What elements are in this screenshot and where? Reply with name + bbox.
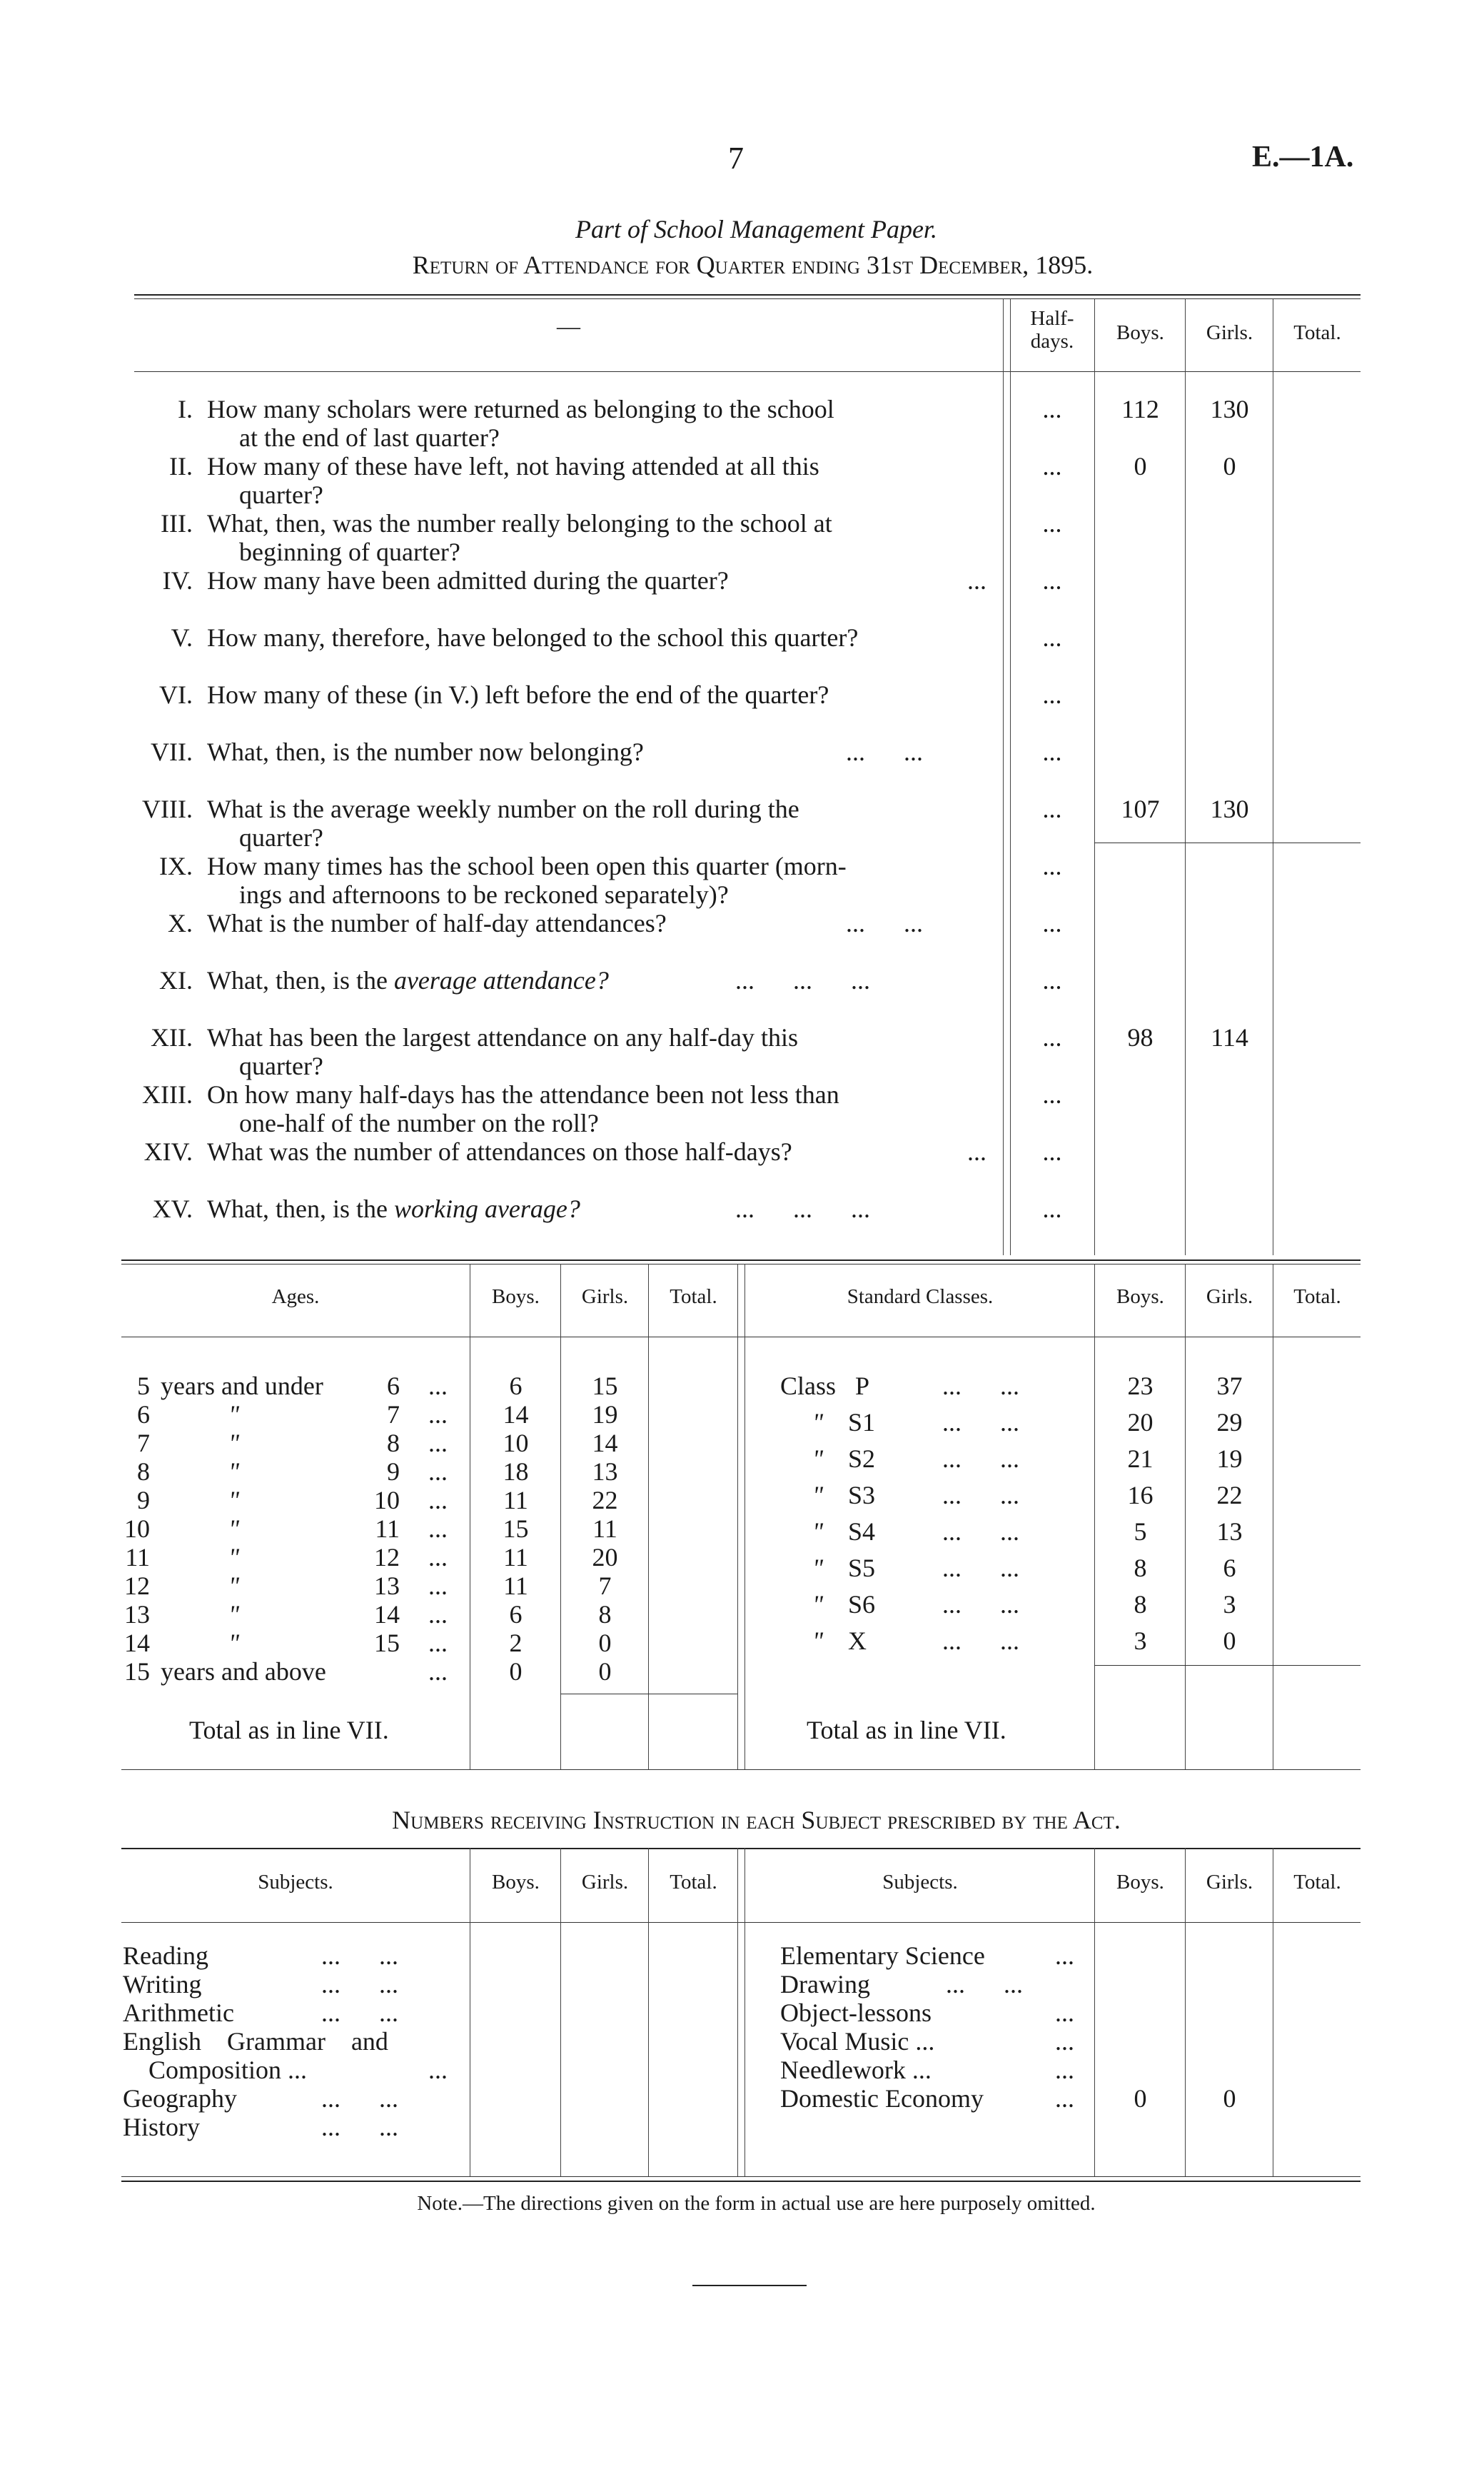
standard-boys-value: 5 [1134,1517,1147,1546]
leader-dots: ... ... [946,1970,1023,1998]
age-boys-value: 11 [503,1486,528,1514]
leader-dots: ... [1055,2084,1074,2113]
instruction-title: Numbers receiving Instruction in each Subject prescribed by the Act. [392,1806,1121,1834]
age-girls-value: 15 [592,1372,618,1400]
leader-dots: ... ... [942,1372,1019,1400]
subject-name: History [123,2113,200,2141]
age-boys-value: 0 [509,1657,523,1686]
age-boys-value: 6 [509,1372,523,1400]
standards-boys-header: Boys. [1116,1285,1164,1308]
leader-dots: ... ... [321,2084,398,2113]
ages-header: Ages. [271,1285,320,1308]
standard-girls-value: 6 [1223,1554,1236,1582]
ages-total-label: Total as in line VII. [189,1716,389,1744]
leader-dots: ... [428,1514,448,1543]
age-boys-value: 2 [509,1629,523,1657]
standards-girls-header: Girls. [1206,1285,1253,1308]
ages-total-header: Total. [670,1285,717,1308]
age-to: 15 [374,1629,400,1657]
ages-girls-header: Girls. [581,1285,629,1308]
subjects-boys-header-right: Boys. [1116,1871,1164,1894]
subjects-girls-header-left: Girls. [581,1871,629,1894]
age-range-text: " [228,1429,240,1457]
leader-dots: ... [428,1486,448,1514]
standard-boys-value: 21 [1127,1444,1154,1473]
header-dash: — [557,314,580,340]
age-to: 13 [374,1572,400,1600]
age-from: 5 [137,1372,150,1400]
leader-dots: ... [428,1429,448,1457]
age-boys-value: 10 [503,1429,529,1457]
leader-dots: ... ... [942,1554,1019,1582]
age-range-text: " [228,1514,240,1543]
age-range-text: years and above [161,1657,326,1686]
subject-name: English Grammar and [123,2027,388,2056]
age-boys-value: 14 [503,1400,529,1429]
class-prefix: " [812,1554,824,1582]
class-prefix: " [812,1444,824,1473]
header-boys: Boys. [1116,321,1164,344]
leader-dots: ... ... [942,1444,1019,1473]
age-from: 12 [124,1572,150,1600]
leader-dots: ... [1055,2056,1074,2084]
age-from: 7 [137,1429,150,1457]
subject-name: Geography [123,2084,237,2113]
leader-dots: ... [428,1572,448,1600]
age-to: 7 [387,1400,400,1429]
subject-name: Vocal Music ... [780,2027,935,2056]
age-girls-value: 0 [598,1657,612,1686]
subjects-girls-header-right: Girls. [1206,1871,1253,1894]
standard-boys-value: 8 [1134,1590,1147,1619]
standards-total-header: Total. [1293,1285,1341,1308]
standards-header: Standard Classes. [847,1285,994,1308]
standards-total-label: Total as in line VII. [807,1716,1006,1744]
leader-dots: ... ... [321,1998,398,2027]
class-name: X [848,1626,867,1655]
standard-boys-value: 16 [1127,1481,1154,1509]
age-from: 15 [124,1657,150,1686]
subjects-boys-header-left: Boys. [492,1871,540,1894]
subject-name: Writing [123,1970,202,1998]
age-girls-value: 11 [592,1514,617,1543]
header-half-days: Half- days. [1030,307,1074,353]
subject-name: Elementary Science [780,1941,985,1970]
age-girls-value: 8 [598,1600,612,1629]
subject-name: Drawing [780,1970,870,1998]
leader-dots: ... ... [321,1941,398,1970]
document-reference: E.—1A. [1252,141,1354,174]
age-to: 11 [375,1514,400,1543]
standard-girls-value: 19 [1216,1444,1243,1473]
class-prefix: " [812,1408,824,1437]
class-prefix: Class [780,1372,837,1400]
subject-name: Domestic Economy [780,2084,984,2113]
leader-dots: ... [428,1600,448,1629]
age-range-text: years and under [161,1372,323,1400]
class-prefix: " [812,1590,824,1619]
leader-dots: ... ... [942,1590,1019,1619]
standard-boys-value: 8 [1134,1554,1147,1582]
standard-boys-value: 3 [1134,1626,1147,1655]
leader-dots: ... [428,1629,448,1657]
age-boys-value: 11 [503,1572,528,1600]
age-girls-value: 13 [592,1457,618,1486]
age-girls-value: 14 [592,1429,618,1457]
age-range-text: " [228,1400,240,1429]
age-girls-value: 20 [592,1543,618,1572]
leader-dots: ... ... [321,1970,398,1998]
class-prefix: " [812,1626,824,1655]
class-name: S3 [848,1481,876,1509]
age-girls-value: 19 [592,1400,618,1429]
leader-dots: ... [428,1372,448,1400]
subject-name: Composition ... [123,2056,308,2084]
page-title: Return of Attendance for Quarter ending 31st December, 1895. [412,251,1094,279]
subjects-total-header-left: Total. [670,1871,717,1894]
age-from: 13 [124,1600,150,1629]
class-prefix: " [812,1517,824,1546]
standard-boys-value: 20 [1127,1408,1154,1437]
class-name: S4 [848,1517,876,1546]
footnote: Note.—The directions given on the form in actual use are here purposely omitted. [417,2192,1096,2215]
age-girls-value: 0 [598,1629,612,1657]
leader-dots: ... [1055,1998,1074,2027]
header-total: Total. [1293,321,1341,344]
class-name: S1 [848,1408,876,1437]
age-to: 9 [387,1457,400,1486]
standard-girls-value: 13 [1216,1517,1243,1546]
leader-dots: ... ... [942,1408,1019,1437]
page-number: 7 [728,141,744,176]
leader-dots: ... [428,1657,448,1686]
age-to: 8 [387,1429,400,1457]
age-boys-value: 11 [503,1543,528,1572]
subject-name: Object-lessons [780,1998,932,2027]
age-to: 12 [374,1543,400,1572]
leader-dots: ... [428,1400,448,1429]
age-boys-value: 18 [503,1457,529,1486]
leader-dots: ... [1055,2027,1074,2056]
standard-girls-value: 37 [1216,1372,1243,1400]
class-name: P [855,1372,870,1400]
subject-name: Arithmetic [123,1998,234,2027]
age-from: 14 [124,1629,150,1657]
age-range-text: " [228,1543,240,1572]
age-from: 6 [137,1400,150,1429]
leader-dots: ... [428,1543,448,1572]
subjects-header-left: Subjects. [258,1871,333,1894]
leader-dots: ... [428,1457,448,1486]
age-to: 10 [374,1486,400,1514]
standard-girls-value: 3 [1223,1590,1236,1619]
age-range-text: " [228,1600,240,1629]
subject-name: Reading [123,1941,208,1970]
standard-girls-value: 22 [1216,1481,1243,1509]
leader-dots: ... [1055,1941,1074,1970]
leader-dots: ... [428,2056,448,2084]
class-name: S6 [848,1590,876,1619]
header-girls: Girls. [1206,321,1253,344]
age-boys-value: 15 [503,1514,529,1543]
standard-girls-value: 29 [1216,1408,1243,1437]
leader-dots: ... ... [942,1626,1019,1655]
standard-boys-value: 23 [1127,1372,1154,1400]
age-range-text: " [228,1572,240,1600]
age-boys-value: 6 [509,1600,523,1629]
class-prefix: " [812,1481,824,1509]
age-from: 9 [137,1486,150,1514]
ages-boys-header: Boys. [492,1285,540,1308]
age-range-text: " [228,1457,240,1486]
age-to: 6 [387,1372,400,1400]
leader-dots: ... ... [942,1481,1019,1509]
age-from: 10 [124,1514,150,1543]
age-range-text: " [228,1486,240,1514]
age-girls-value: 7 [598,1572,612,1600]
subject-boys-value: 0 [1134,2084,1147,2113]
subject-girls-value: 0 [1223,2084,1236,2113]
age-range-text: " [228,1629,240,1657]
class-name: S2 [848,1444,876,1473]
subtitle: Part of School Management Paper. [575,215,937,243]
subjects-header-right: Subjects. [882,1871,958,1894]
class-name: S5 [848,1554,876,1582]
subject-name: Needlework ... [780,2056,932,2084]
age-to: 14 [374,1600,400,1629]
leader-dots: ... ... [942,1517,1019,1546]
leader-dots: ... ... [321,2113,398,2141]
age-from: 8 [137,1457,150,1486]
age-from: 11 [125,1543,150,1572]
age-girls-value: 22 [592,1486,618,1514]
subjects-total-header-right: Total. [1293,1871,1341,1894]
standard-girls-value: 0 [1223,1626,1236,1655]
